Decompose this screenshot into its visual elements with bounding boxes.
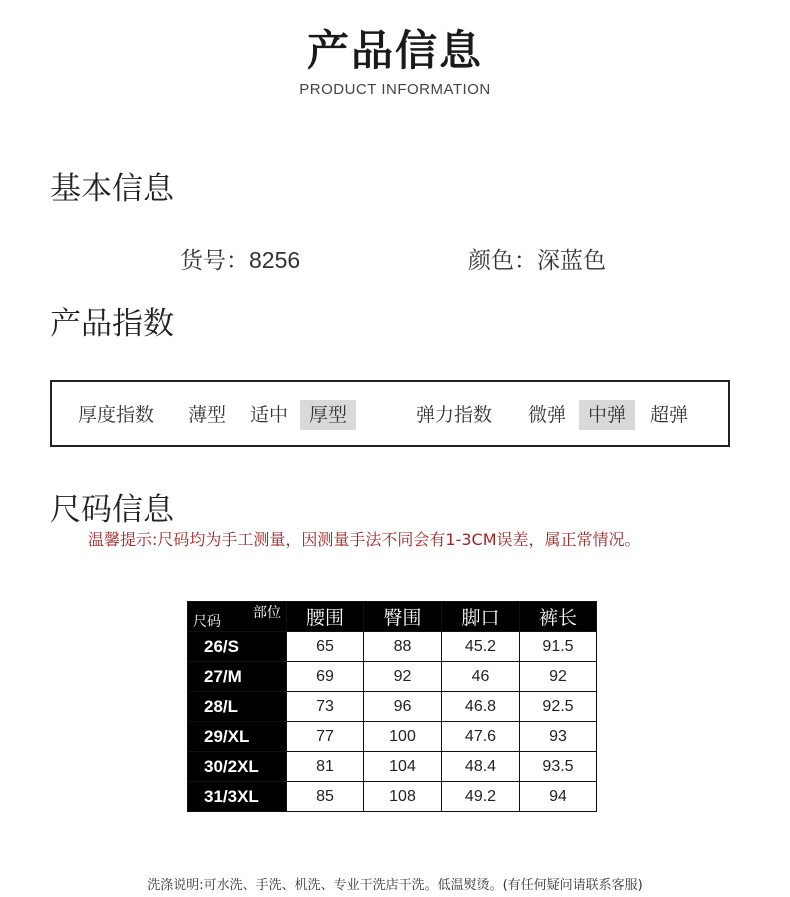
cell-waist: 81 [287, 752, 364, 782]
thickness-index-label: 厚度指数 [78, 404, 155, 426]
cell-waist: 73 [287, 692, 364, 722]
item-number-label: 货号： [180, 248, 249, 274]
cell-hip: 104 [364, 752, 442, 782]
size-table [187, 601, 597, 812]
cell-hip: 96 [364, 692, 442, 722]
size-info-heading: 尺码信息 [50, 492, 174, 528]
cell-hip: 88 [364, 632, 442, 662]
page-subtitle: PRODUCT INFORMATION [299, 81, 491, 98]
cell-waist: 69 [287, 662, 364, 692]
wash-instructions: 洗涤说明:可水洗、手洗、机洗、专业干洗店干洗。低温熨烫。(有任何疑问请联系客服) [147, 878, 643, 893]
cell-hip: 92 [364, 662, 442, 692]
column-header-hip: 臀围 [364, 602, 442, 632]
color-value: 深蓝色 [537, 248, 606, 274]
cell-hem: 49.2 [442, 782, 520, 812]
cell-hem: 45.2 [442, 632, 520, 662]
cell-hem: 48.4 [442, 752, 520, 782]
thickness-option-thin: 薄型 [188, 404, 227, 426]
corner-size-label: 尺码 [193, 614, 221, 630]
row-size: 29/XL [188, 722, 287, 752]
cell-waist: 85 [287, 782, 364, 812]
product-index-heading: 产品指数 [50, 306, 174, 342]
basic-info-heading: 基本信息 [50, 171, 174, 207]
column-header-length: 裤长 [520, 602, 597, 632]
cell-hem: 46.8 [442, 692, 520, 722]
thickness-option-medium: 适中 [250, 404, 289, 426]
table-row [188, 662, 597, 692]
thickness-option-thick-selected: 厚型 [300, 400, 356, 430]
corner-part-label: 部位 [253, 605, 281, 621]
row-size: 31/3XL [188, 782, 287, 812]
table-row [188, 722, 597, 752]
product-index-box [50, 380, 730, 447]
row-size: 30/2XL [188, 752, 287, 782]
color-label: 颜色： [468, 248, 537, 274]
column-header-waist: 腰围 [287, 602, 364, 632]
table-row [188, 632, 597, 662]
item-number-value: 8256 [249, 247, 301, 273]
elasticity-option-super: 超弹 [650, 404, 689, 426]
product-color [468, 242, 606, 275]
cell-hip: 100 [364, 722, 442, 752]
size-table-corner [188, 602, 287, 632]
size-table-header-row [188, 602, 597, 632]
row-size: 27/M [188, 662, 287, 692]
cell-length: 91.5 [520, 632, 597, 662]
page-title: 产品信息 [306, 26, 483, 75]
cell-hip: 108 [364, 782, 442, 812]
cell-hem: 47.6 [442, 722, 520, 752]
row-size: 26/S [188, 632, 287, 662]
measurement-tip: 温馨提示:尺码均为手工测量，因测量手法不同会有1-3CM误差，属正常情况。 [88, 530, 641, 549]
cell-length: 92.5 [520, 692, 597, 722]
table-row [188, 692, 597, 722]
item-number [180, 242, 300, 275]
elasticity-option-slight: 微弹 [528, 404, 567, 426]
cell-length: 93 [520, 722, 597, 752]
table-row [188, 752, 597, 782]
table-row [188, 782, 597, 812]
cell-length: 92 [520, 662, 597, 692]
row-size: 28/L [188, 692, 287, 722]
cell-waist: 65 [287, 632, 364, 662]
cell-hem: 46 [442, 662, 520, 692]
cell-waist: 77 [287, 722, 364, 752]
elasticity-index-label: 弹力指数 [416, 404, 493, 426]
column-header-hem: 脚口 [442, 602, 520, 632]
elasticity-option-medium-selected: 中弹 [579, 400, 635, 430]
cell-length: 93.5 [520, 752, 597, 782]
cell-length: 94 [520, 782, 597, 812]
